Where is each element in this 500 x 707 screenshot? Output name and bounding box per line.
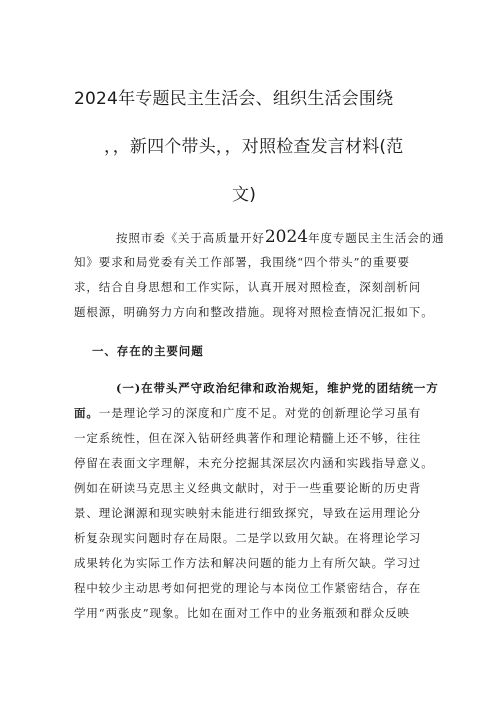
intro-paragraph-line-3: 求，结合自身思想和工作实际，认真开展对照检查，深刻剖析问 xyxy=(74,280,422,294)
document-title-line-2: ，，新四个带头，，对照检查发言材料(范 xyxy=(104,137,404,157)
body-line: 景、理论渊源和现实映射未能进行细致探究，导致在运用理论分 xyxy=(74,506,422,520)
body-line: 例如在研读马克思主义经典文献时，对于一些重要论断的历史背 xyxy=(74,481,422,495)
section-heading: 一、存在的主要问题 xyxy=(92,344,204,358)
intro-text: 年度专题民主生活会的通 xyxy=(308,231,445,245)
body-line xyxy=(74,405,421,421)
intro-paragraph-line-2: 知》要求和局党委有关工作部署，我围绕“四个带头”的重要要 xyxy=(74,255,410,269)
intro-paragraph-line-4: 题根源，明确努力方向和整改措施。现将对照检查情况汇报如下。 xyxy=(74,305,434,319)
document-title-line-3: 文) xyxy=(232,185,257,205)
body-line: 一定系统性，但在深入钻研经典著作和理论精髓上还不够，往往 xyxy=(74,431,422,445)
body-line: 停留在表面文字理解，未充分挖掘其深层次内涵和实践指导意义。 xyxy=(74,456,434,470)
intro-year: 2024 xyxy=(264,227,309,247)
subsection-heading: (一)在带头严守政治纪律和政治规矩，维护党的团结统一方 xyxy=(116,381,439,395)
intro-text: 按照市委《关于高质量开好 xyxy=(116,231,265,245)
body-line: 成果转化为实际工作方法和解决问题的能力上有所欠缺。学习过 xyxy=(74,556,422,570)
body-line: 程中较少主动思考如何把党的理论与本岗位工作紧密结合，存在 xyxy=(74,581,422,595)
body-line: 学用“两张皮”现象。比如在面对工作中的业务瓶颈和群众反映 xyxy=(74,606,410,620)
subsection-heading-end: 面。 xyxy=(74,406,99,420)
body-text: 一是理论学习的深度和广度不足。对党的创新理论学习虽有 xyxy=(98,406,422,420)
document-title-line-1: 2024年专题民主生活会、组织生活会围绕 xyxy=(74,89,394,109)
body-line: 析复杂现实问题时存在局限。二是学以致用欠缺。在将理论学习 xyxy=(74,531,422,545)
intro-paragraph-line-1 xyxy=(116,227,444,247)
